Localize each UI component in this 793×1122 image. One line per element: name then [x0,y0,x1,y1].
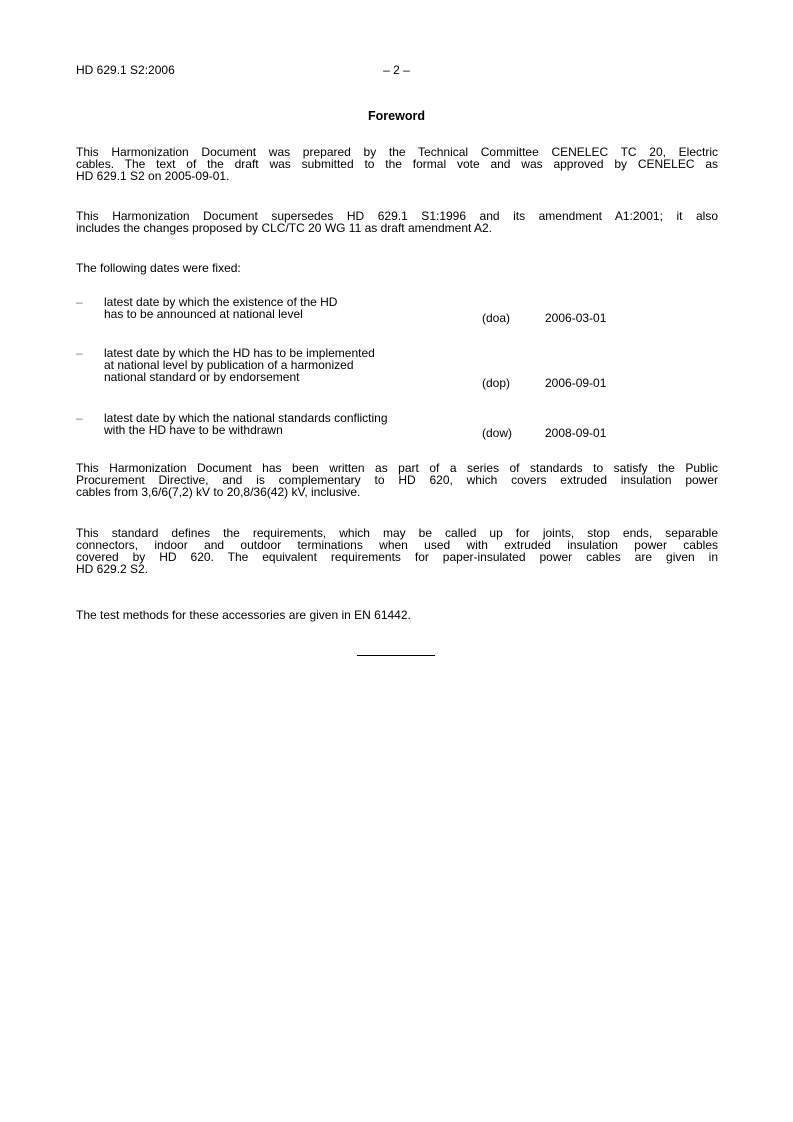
text-line: This standard defines the requirements, which may be called up for joints, stop ends, separable [76,526,718,540]
text-line: This Harmonization Document supersedes HD 629.1 S1:1996 and its amendment A1:2001; it also [76,209,718,223]
paragraph-preparation [76,146,718,182]
text-line: latest date by which the national standards conflicting [104,411,388,425]
text-line: cables. The text of the draft was submitted to the formal vote and was approved by CENELEC as [76,157,718,171]
text-line: Procurement Directive, and is complementary to HD 620, which covers extruded insulation power [76,473,718,487]
text-line: has to be announced at national level [104,307,303,321]
text-line: national standard or by endorsement [104,370,300,384]
list-dash: – [76,411,83,425]
text-line: at national level by publication of a harmonized [104,358,354,372]
list-dash: – [76,346,83,360]
paragraph-dates-intro [76,262,718,274]
section-title: Foreword [368,109,425,123]
text-line: connectors, indoor and outdoor terminations when used with extruded insulation power cables [76,538,718,552]
date-abbreviation: (doa) [482,311,511,325]
date-value: 2006-03-01 [545,311,607,325]
paragraph-requirements [76,527,718,575]
text-line: HD 629.1 S2 on 2005-09-01. [76,169,230,183]
text-line: This Harmonization Document was prepared by the Technical Committee CENELEC TC 20, Electric [76,145,718,159]
text-line: latest date by which the HD has to be implemented [104,346,375,360]
paragraph-test-methods [76,609,718,621]
document-reference: HD 629.1 S2:2006 [76,63,175,77]
text-line: The following dates were fixed: [76,261,241,275]
date-item-description [104,296,484,320]
list-dash: – [76,295,83,309]
paragraph-series [76,462,718,498]
date-abbreviation: (dow) [482,426,513,440]
date-item-description [104,347,484,383]
text-line: includes the changes proposed by CLC/TC 20 WG 11 as draft amendment A2. [76,221,493,235]
text-line: with the HD have to be withdrawn [104,423,283,437]
date-item-description [104,412,484,436]
paragraph-supersedes [76,210,718,234]
text-line: cables from 3,6/6(7,2) kV to 20,8/36(42) kV, inclusive. [76,485,361,499]
text-line: The test methods for these accessories are given in EN 61442. [76,608,411,622]
date-value: 2006-09-01 [545,376,607,390]
text-line: HD 629.2 S2. [76,562,149,576]
text-line: covered by HD 620. The equivalent requirements for paper-insulated power cables are given in [76,550,718,564]
text-line: This Harmonization Document has been written as part of a series of standards to satisfy the Public [76,461,718,475]
date-value: 2008-09-01 [545,426,607,440]
page-number: – 2 – [383,63,410,77]
date-abbreviation: (dop) [482,376,511,390]
text-line: latest date by which the existence of the HD [104,295,338,309]
end-rule [357,655,435,656]
